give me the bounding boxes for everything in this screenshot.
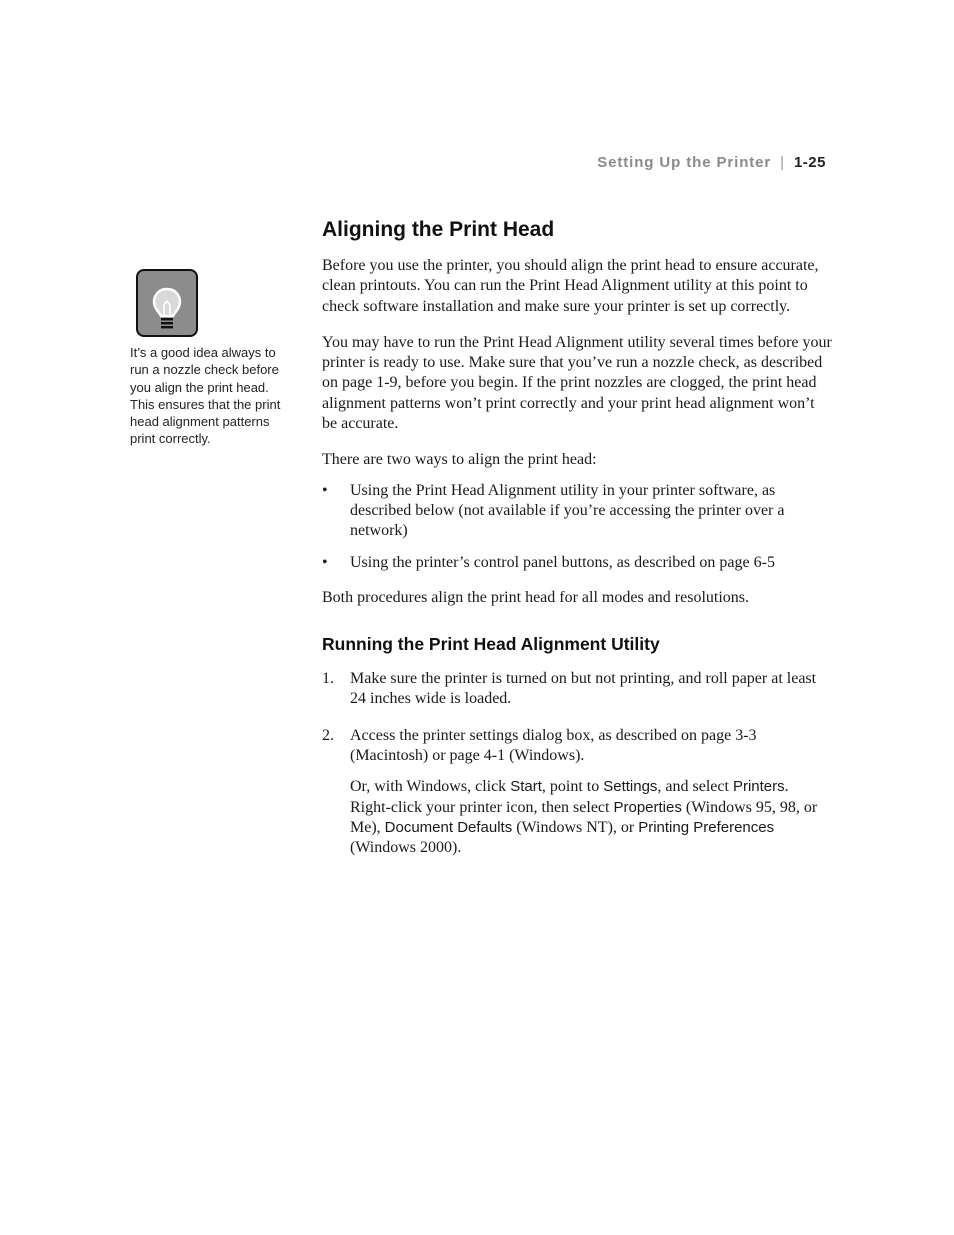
ui-term-printing-preferences: Printing Preferences <box>638 818 775 836</box>
step-item <box>322 669 832 710</box>
running-header <box>597 154 826 171</box>
step-number: 2. <box>322 726 334 744</box>
main-content <box>322 218 832 875</box>
paragraph: You may have to run the Print Head Alignment utility several times before your printer is ready to use. Make sure that you’ve run a nozzle check, as described on page 1-9, before you begin. If the print nozzles are clogged, the print head alignment patterns won’t print correctly and your print head alignment won’t be accurate. <box>322 333 832 433</box>
list-item <box>322 481 832 542</box>
lightbulb-icon <box>136 269 198 337</box>
page-number: 1-25 <box>793 154 826 171</box>
list-item-text: Using the Print Head Alignment utility in your printer software, as described below (not available if you’re accessing the printer over a network) <box>350 481 785 540</box>
tip-note: It’s a good idea always to run a nozzle check before you align the print head. This ensures that the print head alignment patterns print correctly. <box>130 345 281 447</box>
step-list <box>322 669 832 858</box>
ui-term-properties: Properties <box>613 798 682 816</box>
ui-term-printers: Printers <box>732 778 785 796</box>
note-text: Or, with Windows, click <box>350 778 511 796</box>
note-text: (Windows 2000). <box>350 839 462 857</box>
paragraph: There are two ways to align the print head: <box>322 451 597 469</box>
bullet-mark: • <box>322 553 328 571</box>
bullet-mark: • <box>322 481 328 499</box>
step-item <box>322 726 832 859</box>
ui-term-settings: Settings <box>603 778 658 796</box>
note-text: , point to <box>541 778 604 796</box>
list-item <box>322 553 832 573</box>
ui-term-document-defaults: Document Defaults <box>384 818 513 836</box>
section-heading: Aligning the Print Head <box>322 218 555 241</box>
note-text: , and select <box>657 778 733 796</box>
header-section-title: Setting Up the Printer <box>597 154 772 171</box>
step-number: 1. <box>322 670 334 688</box>
paragraph: Both procedures align the print head for all modes and resolutions. <box>322 588 750 606</box>
ui-term-start: Start <box>510 778 542 796</box>
note-text: . Right-click your printer icon, then select <box>350 778 789 816</box>
bullet-list <box>322 481 832 573</box>
step-text: Make sure the printer is turned on but not printing, and roll paper at least 24 inches wide is loaded. <box>350 670 817 708</box>
subsection-heading: Running the Print Head Alignment Utility <box>322 634 660 655</box>
list-item-text: Using the printer’s control panel buttons, as described on page 6-5 <box>350 553 775 571</box>
header-separator: | <box>780 154 785 171</box>
step-text: Access the printer settings dialog box, as described on page 3-3 (Macintosh) or page 4-1 (Windows). <box>350 726 757 765</box>
paragraph: Before you use the printer, you should align the print head to ensure accurate, clean printouts. You can run the Print Head Alignment utility at this point to check software installation and make sure your printer is set up correctly. <box>322 257 819 315</box>
step-note <box>350 777 832 858</box>
note-text: (Windows 95, 98, or Me), <box>350 798 818 836</box>
note-text: (Windows NT), or <box>512 818 639 836</box>
